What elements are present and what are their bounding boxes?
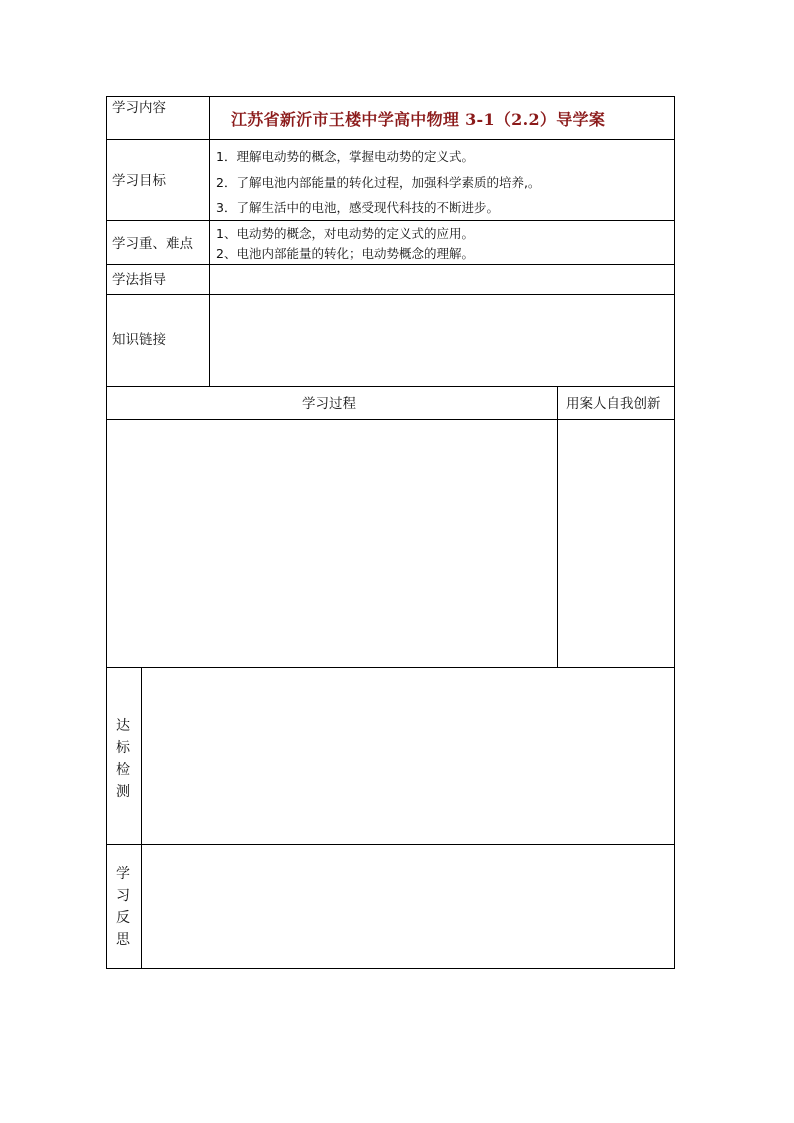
row-divider (106, 294, 675, 295)
content-label: 学习内容 (112, 100, 166, 116)
reflection-label-char: 反 (116, 910, 130, 926)
table-border-bottom (106, 968, 675, 969)
row-divider (106, 139, 675, 140)
assessment-label-char: 标 (116, 740, 130, 756)
key-point-item: 2、电池内部能量的转化；电动势概念的理解。 (216, 246, 474, 261)
study-guide-table (106, 96, 675, 969)
table-border-top (106, 96, 675, 97)
assessment-label (113, 715, 133, 803)
knowledge-label: 知识链接 (112, 332, 166, 348)
objective-item: 2．了解电池内部能量的转化过程，加强科学素质的培养,。 (216, 175, 541, 190)
innovation-content-area[interactable] (558, 420, 674, 667)
objective-item: 1．理解电动势的概念，掌握电动势的定义式。 (216, 149, 474, 164)
process-content-area[interactable] (107, 420, 557, 667)
innovation-label: 用案人自我创新 (566, 396, 661, 412)
table-border-right (674, 96, 675, 969)
row-divider (106, 264, 675, 265)
objectives-label: 学习目标 (112, 173, 166, 189)
assessment-label-char: 达 (116, 718, 130, 734)
assessment-content-area[interactable] (142, 668, 674, 844)
label-column-divider (209, 96, 210, 386)
key-point-item: 1、电动势的概念，对电动势的定义式的应用。 (216, 226, 474, 241)
page-title: 江苏省新沂市王楼中学高中物理 3-1（2.2）导学案 (231, 110, 606, 129)
row-divider (106, 386, 675, 387)
reflection-label-char: 思 (116, 932, 130, 948)
reflection-label-char: 习 (116, 888, 130, 904)
reflection-content-area[interactable] (142, 845, 674, 968)
objective-item: 3．了解生活中的电池，感受现代科技的不断进步。 (216, 200, 499, 215)
reflection-label (113, 863, 133, 951)
row-divider (106, 220, 675, 221)
key-points-label: 学习重、难点 (112, 236, 193, 252)
reflection-label-char: 学 (116, 866, 130, 882)
method-label: 学法指导 (112, 272, 166, 288)
assessment-label-char: 检 (116, 762, 130, 778)
process-label: 学习过程 (302, 396, 356, 412)
assessment-label-char: 测 (116, 784, 130, 800)
